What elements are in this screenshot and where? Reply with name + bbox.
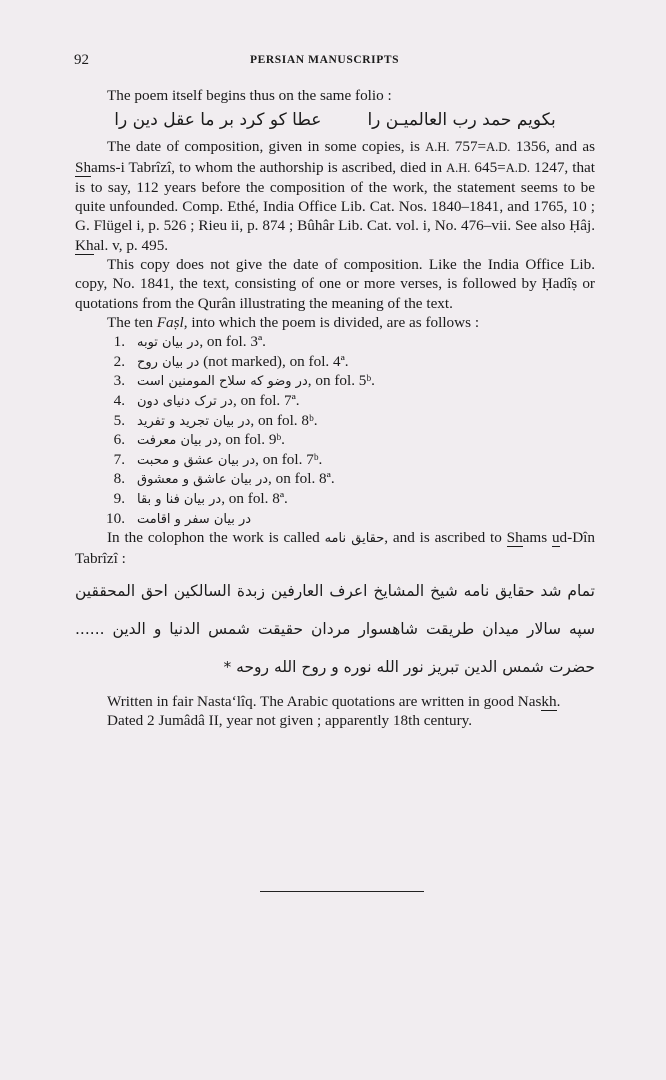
folio-ref: , on fol. 9ᵇ. <box>217 431 285 449</box>
verse-first-hemistich: بکویم حمد رب العالمیـن را <box>367 110 556 131</box>
era-abbrev: A.D. <box>505 160 531 175</box>
item-number: 2. <box>113 352 125 370</box>
arabic-heading: در بیان معرفت <box>137 433 218 449</box>
text-run: ams-i Tabrîzî, to whom the authorship is ascribed, died in <box>91 158 447 176</box>
colophon-text: تمام شد حقایق نامه شیخ المشایخ اعرف العارفین زبدة السالکین احق المحققین سپه سالار میدان طریقت شاهسوار مردان حقیقت شمس الدنیا و الدین ...... حضرت شمس الدین تبریز نور الله نوره و روح الله روحه * <box>75 581 595 676</box>
item-number: 1. <box>113 333 125 351</box>
arabic-heading: در ترک دنیای دون <box>137 394 233 410</box>
text-run: Written in fair Nasta‘lîq. The Arabic quotations are written in good Nas <box>107 692 542 710</box>
text-run: al. v, p. 495. <box>93 236 169 254</box>
transliteration-mark: Ḥ <box>569 217 581 235</box>
arabic-heading: در وضو که سلاح المومنین است <box>137 374 308 390</box>
era-abbrev: A.D. <box>486 140 511 155</box>
list-item <box>75 489 595 509</box>
folio-ref: , on fol. 8ª. <box>268 470 335 488</box>
list-item <box>75 469 595 489</box>
list-item <box>75 509 595 529</box>
transliteration-mark: Sh <box>75 158 92 176</box>
copy-paragraph <box>75 255 595 313</box>
folio-ref: , on fol. 5ᵇ. <box>307 372 375 390</box>
running-head: PERSIAN MANUSCRIPTS <box>250 54 400 66</box>
opening-verse <box>75 107 595 133</box>
list-item <box>75 450 595 470</box>
list-item <box>75 352 595 372</box>
transliteration-mark: Kh <box>75 236 94 254</box>
text-run: , into which the poem is divided, are as follows : <box>183 313 480 331</box>
text-run: In the colophon the work is called <box>107 529 325 547</box>
folio-ref: , on fol. 8ª. <box>221 490 288 508</box>
fasl-intro <box>75 313 595 332</box>
folio-ref: , on fol. 7ᵇ. <box>255 450 323 468</box>
text-run: 1356, and as <box>510 138 595 156</box>
transliteration-mark: u <box>551 529 560 547</box>
arabic-heading: در بیان عاشق و معشوق <box>137 472 269 488</box>
text-run: This copy does not give the date of composition. Like the India Office Lib. copy, No. 1841, the text, consisting of one or more verses, is followed by <box>75 256 595 293</box>
verse-second-hemistich: عطا کو کرد بر ما عقل دین را <box>114 110 322 131</box>
item-number: 8. <box>113 470 125 488</box>
text-run: . <box>556 692 561 710</box>
text-run: adîṣ or quotations from the Qurân illustrating the meaning of the text. <box>75 275 595 312</box>
list-item <box>75 411 595 431</box>
text-run: , and is ascribed to <box>384 529 507 547</box>
item-number: 5. <box>113 411 125 429</box>
item-number: 10. <box>106 509 125 527</box>
dated-paragraph: Dated 2 Jumâdâ II, year not given ; apparently 18th century. <box>107 712 473 730</box>
arabic-heading: در بیان روح <box>137 354 200 370</box>
fasl-list <box>75 332 595 528</box>
page-body <box>75 86 595 730</box>
intro-line: The poem itself begins thus on the same folio : <box>107 87 392 104</box>
folio-ref: , on fol. 3ª. <box>199 333 266 351</box>
text-run: 1247, that is to say, 112 years before the composition of the work, the statement seems to be quite unfounded. Comp. Ethé, India Office Lib. Cat. Nos. 1840–1841, and 1765, 10 ; G. Flügel i, p. 526 ; Rieu ii, p. 874 ; Bûhâr Lib. Cat. vol. i, No. 476–vii. See also <box>75 158 595 235</box>
colophon-intro <box>75 528 595 568</box>
list-item <box>75 332 595 352</box>
item-number: 6. <box>113 431 125 449</box>
arabic-heading: در بیان توبه <box>137 335 200 351</box>
date-paragraph <box>75 137 595 255</box>
page-number: 92 <box>74 52 89 68</box>
list-item <box>75 430 595 450</box>
list-item <box>75 391 595 411</box>
arabic-title: حقایق نامه <box>324 531 385 547</box>
text-run: 757= <box>449 138 487 156</box>
text-run: The ten <box>107 313 157 331</box>
arabic-heading: در بیان تجرید و تفرید <box>137 413 251 429</box>
fasl-term: Faṣl <box>156 313 184 331</box>
folio-ref: (not marked), on fol. 4ª. <box>199 352 349 370</box>
item-number: 3. <box>113 372 125 390</box>
list-item <box>75 371 595 391</box>
text-run: âj. <box>580 217 595 235</box>
transliteration-mark: kh <box>541 692 557 710</box>
arabic-heading: در بیان سفر و اقامت <box>137 511 252 527</box>
item-number: 4. <box>113 392 125 410</box>
item-number: 7. <box>113 450 125 468</box>
text-run: ams <box>522 529 552 547</box>
folio-ref: , on fol. 8ᵇ. <box>250 411 318 429</box>
script-paragraph <box>75 692 595 711</box>
era-abbrev: A.H. <box>446 160 471 175</box>
item-number: 9. <box>113 490 125 508</box>
transliteration-mark: Ḥ <box>541 275 553 293</box>
section-divider <box>260 891 424 892</box>
folio-ref: , on fol. 7ª. <box>232 392 300 410</box>
arabic-heading: در بیان فنا و بقا <box>137 492 222 508</box>
arabic-heading: در بیان عشق و محبت <box>137 452 256 468</box>
transliteration-mark: Sh <box>506 529 523 547</box>
text-run: d-Dîn Tabrîzî : <box>75 529 595 567</box>
text-run: The date of composition, given in some copies, is <box>107 138 426 156</box>
era-abbrev: A.H. <box>425 140 450 155</box>
text-run: 645= <box>470 158 506 176</box>
